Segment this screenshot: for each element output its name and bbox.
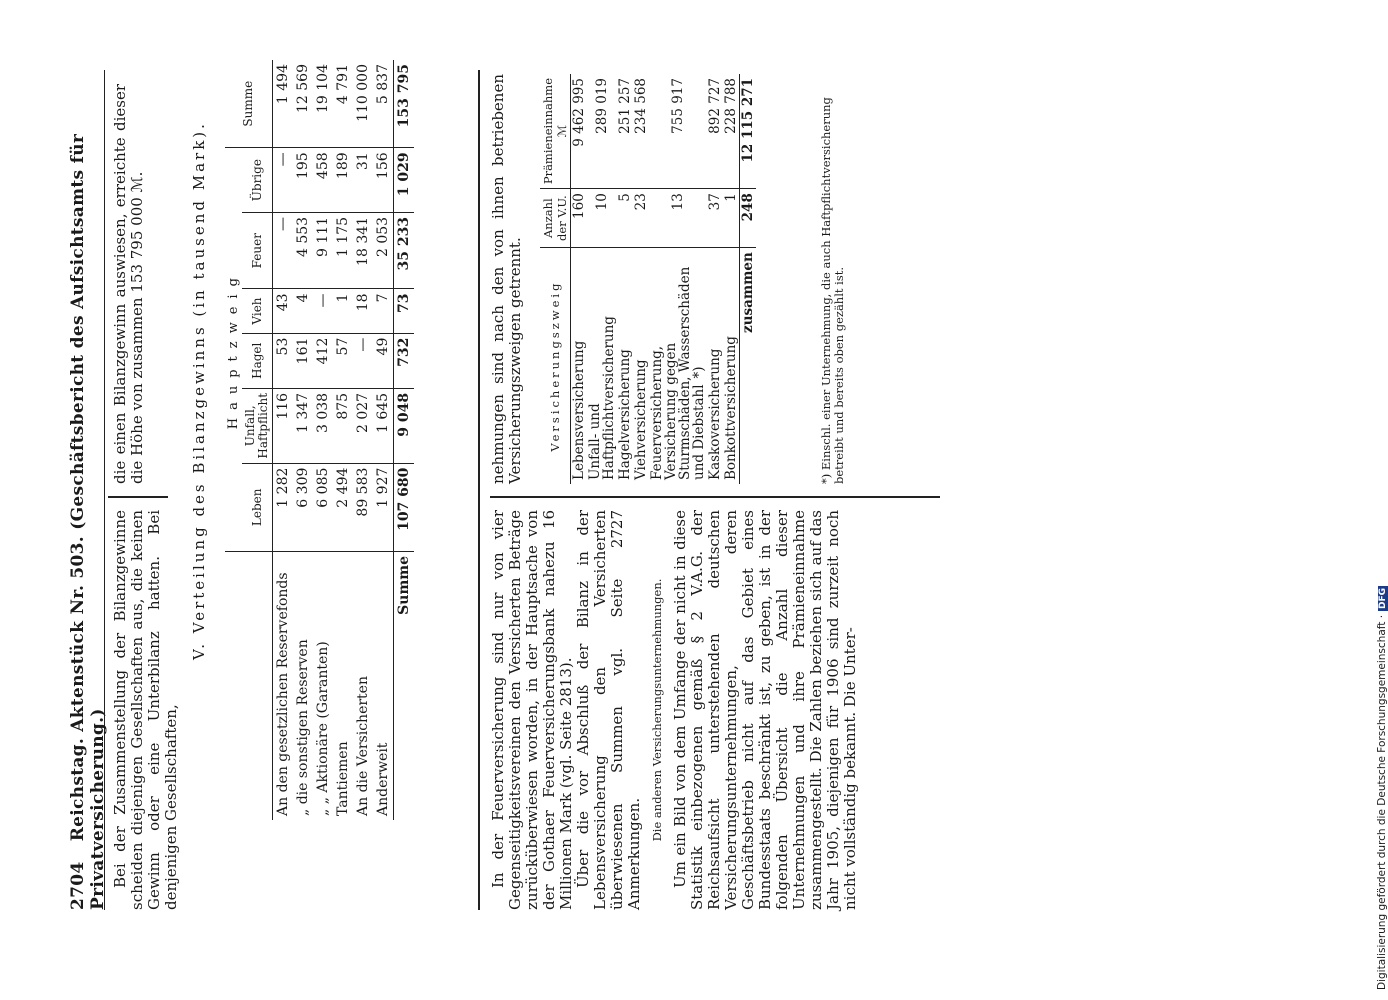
table1-cell: 116 — [273, 388, 294, 463]
table1-cell: 9 048 — [394, 388, 415, 463]
table-row — [633, 74, 649, 484]
table2-count: 5 — [617, 189, 633, 248]
table-row — [373, 60, 394, 820]
table1-cell: 156 — [373, 148, 394, 213]
table-row — [723, 74, 740, 484]
table1-sum-row — [394, 60, 415, 820]
table1-cell: 107 680 — [394, 463, 415, 551]
table2-total-count: 248 — [740, 189, 757, 248]
table1-cell: 110 000 — [353, 60, 373, 148]
table1-cell: 2 494 — [333, 463, 353, 551]
table2-branch: Unfall- und Haftpflichtversicherung — [587, 316, 617, 480]
table2-count: 37 — [707, 189, 723, 248]
table1-cell: 6 309 — [293, 463, 313, 551]
table1-cell: — — [273, 148, 294, 213]
table2-col-count: Anzahl der V.U. — [540, 189, 571, 248]
table2-branch: Kaskoversicherung — [707, 348, 723, 480]
section-v-title: V. Verteilung des Bilanzgewinns (in tausend Mark). — [190, 121, 208, 660]
table1-cell: 412 — [313, 333, 333, 388]
table1-cell: — — [273, 212, 294, 289]
body-left-column — [490, 510, 859, 910]
table1-cell: 458 — [313, 148, 333, 213]
table1-cell: 4 553 — [293, 212, 313, 289]
table2-total-row — [740, 74, 757, 484]
table1-cell: 31 — [353, 148, 373, 213]
table1-row-label: „ „ Aktionäre (Garanten) — [315, 641, 331, 816]
table1-col-vieh: Vieh — [242, 289, 273, 333]
table-row — [617, 74, 633, 484]
table1-cell: 875 — [333, 388, 353, 463]
table1-group-header: Hauptzweig — [225, 148, 242, 552]
table1-cell: 49 — [373, 333, 394, 388]
document-page — [60, 60, 1360, 940]
table1-row-label: Tantiemen — [335, 741, 351, 816]
table1-cell: 1 645 — [373, 388, 394, 463]
table2-count: 1 — [723, 189, 740, 248]
footnote-mark: *) — [691, 366, 707, 379]
table1-cell: 3 038 — [313, 388, 333, 463]
table2-amount: 228 788 — [723, 74, 740, 189]
table1-cell: 73 — [394, 289, 415, 333]
table1-col-uebrige: Übrige — [242, 148, 273, 213]
table1-cell: 12 569 — [293, 60, 313, 148]
body-paragraph-right: nehmungen sind nach den von ihnen betriebenen Versicherungszweigen getrennt. — [489, 74, 524, 484]
body-paragraph-2: Über die vor Abschluß der Bilanz in der Lebensversicherung den Versicherten überwiesenen Summen vgl. Seite 2727 Anmerkungen. — [574, 510, 643, 910]
table-row — [273, 60, 294, 820]
table-row — [571, 74, 588, 484]
table1-cell: 1 927 — [373, 463, 394, 551]
table1-row-label: „ die sonstigen Reserven — [295, 639, 311, 816]
table1-cell: 89 583 — [353, 463, 373, 551]
table1-cell: 4 — [293, 289, 313, 333]
table1-cell: — — [313, 289, 333, 333]
table1-cell: 2 053 — [373, 212, 394, 289]
table2-col-premium: Prämieneinnahme ℳ — [540, 74, 571, 189]
table1-col-leben: Leben — [242, 463, 273, 551]
table1-cell: 57 — [333, 333, 353, 388]
column-divider — [108, 497, 168, 499]
body-paragraph-1: In der Feuerversicherung sind nur von vier Gegenseitigkeitsvereinen den Versicherten Beträge zurücküberwiesen worden, in der Hauptsache von der Gothaer Feuerversicherungsbank nahezu 16 Millionen Mark (vgl. Seite 2813). — [489, 510, 575, 910]
table1-col-hagel: Hagel — [242, 333, 273, 388]
other-insurers-table — [540, 74, 756, 484]
table1-cell: 1 347 — [293, 388, 313, 463]
table1-cell: 189 — [333, 148, 353, 213]
table1-cell: 1 029 — [394, 148, 415, 213]
table1-cell: 5 837 — [373, 60, 394, 148]
table1-cell: 6 085 — [313, 463, 333, 551]
table2-amount: 251 257 — [617, 74, 633, 189]
table1-cell: 43 — [273, 289, 294, 333]
table1-col-feuer: Feuer — [242, 212, 273, 289]
table2-amount: 755 917 — [649, 74, 707, 189]
table1-cell: — — [353, 333, 373, 388]
body-subheading: Die anderen Versicherungsunternehmungen. — [650, 578, 664, 842]
table2-branch: Viehversicherung — [633, 359, 649, 480]
table2-amount: 892 727 — [707, 74, 723, 189]
table2-col-branch: Versicherungszweig — [540, 248, 571, 484]
table1-cell: 1 175 — [333, 212, 353, 289]
table1-cell: 9 111 — [313, 212, 333, 289]
table1-cell: 161 — [293, 333, 313, 388]
table1-cell: 35 233 — [394, 212, 415, 289]
table1-cell: 153 795 — [394, 60, 415, 148]
profit-distribution-table — [225, 60, 414, 820]
table1-cell: 4 791 — [333, 60, 353, 148]
table-row — [293, 60, 313, 820]
table2-count: 23 — [633, 189, 649, 248]
table-row — [333, 60, 353, 820]
table1-row-label: An die Versicherten — [355, 676, 371, 816]
horizontal-rule — [478, 70, 480, 910]
table-row — [313, 60, 333, 820]
table2-branch: Bonkottversicherung — [723, 336, 739, 480]
dfg-logo: DFG — [1378, 587, 1388, 609]
table1-cell: 1 — [333, 289, 353, 333]
table1-sum-label: Summe — [394, 552, 415, 821]
table2-total-amount: 12 115 271 — [740, 74, 757, 189]
table1-cell: 732 — [394, 333, 415, 388]
table-row — [649, 74, 707, 484]
table1-cell: 7 — [373, 289, 394, 333]
table1-cell: 18 — [353, 289, 373, 333]
table2-amount: 9 462 995 — [571, 74, 588, 189]
table2-footnote: *) Einschl. einer Unternehmung, die auch Haftpflichtversicherung betreibt und bereits oben gezählt ist. — [819, 97, 846, 484]
table-row — [353, 60, 373, 820]
table2-amount: 234 568 — [633, 74, 649, 189]
intro-right-paragraph: die einen Bilanzgewinn auswiesen, erreichte dieser die Höhe von zusammen 153 795 000 ℳ. — [111, 84, 146, 484]
table2-amount: 289 019 — [587, 74, 617, 189]
body-paragraph-3: Um ein Bild von dem Umfange der nicht in diese Statistik einbezogenen gemäß § 2 V.A.G. der Reichsaufsicht unterstehenden deutschen Versicherungsunternehmungen, deren Geschäftsbetrieb nicht auf das Gebiet eines Bundesstaats beschränkt ist, zu geben, ist in der folgenden Übersicht die Anzahl dieser Unternehmungen und ihre Prämieneinnahme zusammengestellt. Die Zahlen beziehen sich auf das Jahr 1905, diejenigen für 1906 sind zurzeit noch nicht vollständig bekannt. Die Unter- — [671, 510, 859, 910]
table2-count: 13 — [649, 189, 707, 248]
table1-cell: 1 282 — [273, 463, 294, 551]
table1-cell: 53 — [273, 333, 294, 388]
body-right-column — [490, 74, 524, 484]
table2-branch: Lebensversicherung — [571, 340, 587, 480]
table1-cell: 1 494 — [273, 60, 294, 148]
table1-cell: 2 027 — [353, 388, 373, 463]
table1-corner — [225, 552, 273, 821]
table2-count: 160 — [571, 189, 588, 248]
table1-row-label: An den gesetzlichen Reservefonds — [275, 572, 291, 816]
table2-total-label: zusammen — [740, 248, 757, 484]
page-number: 2704 — [68, 861, 88, 910]
table1-cell: 19 104 — [313, 60, 333, 148]
table2-branch: Feuerversicherung, Versicherung gegen Sturmschäden, Wasserschäden und Diebstahl*) — [649, 266, 707, 480]
table1-row-label: Anderweit — [375, 742, 391, 816]
page-header — [68, 70, 108, 910]
digitization-note: Digitalisierung gefördert durch die Deutsche Forschungsgemeinschaft ·DFG — [1376, 587, 1388, 990]
intro-left-paragraph: Bei der Zusammenstellung der Bilanzgewinne scheiden diejenigen Gesellschaften aus, die keinen Gewinn oder eine Unterbilanz hatten. Bei denjenigen Gesellschaften, — [111, 510, 180, 910]
table1-cell: 18 341 — [353, 212, 373, 289]
table2-count: 10 — [587, 189, 617, 248]
page-title: Reichstag. Aktenstück Nr. 503. (Geschäftsbericht des Aufsichtsamts für Privatversicherung.) — [68, 133, 108, 910]
table1-col-unfall: Unfall, Haftpflicht — [242, 388, 273, 463]
table-row — [707, 74, 723, 484]
table1-col-sum: Summe — [225, 60, 273, 148]
table-row — [587, 74, 617, 484]
table1-cell: 195 — [293, 148, 313, 213]
column-divider-2 — [490, 497, 940, 499]
table2-branch: Hagelversicherung — [617, 349, 633, 480]
